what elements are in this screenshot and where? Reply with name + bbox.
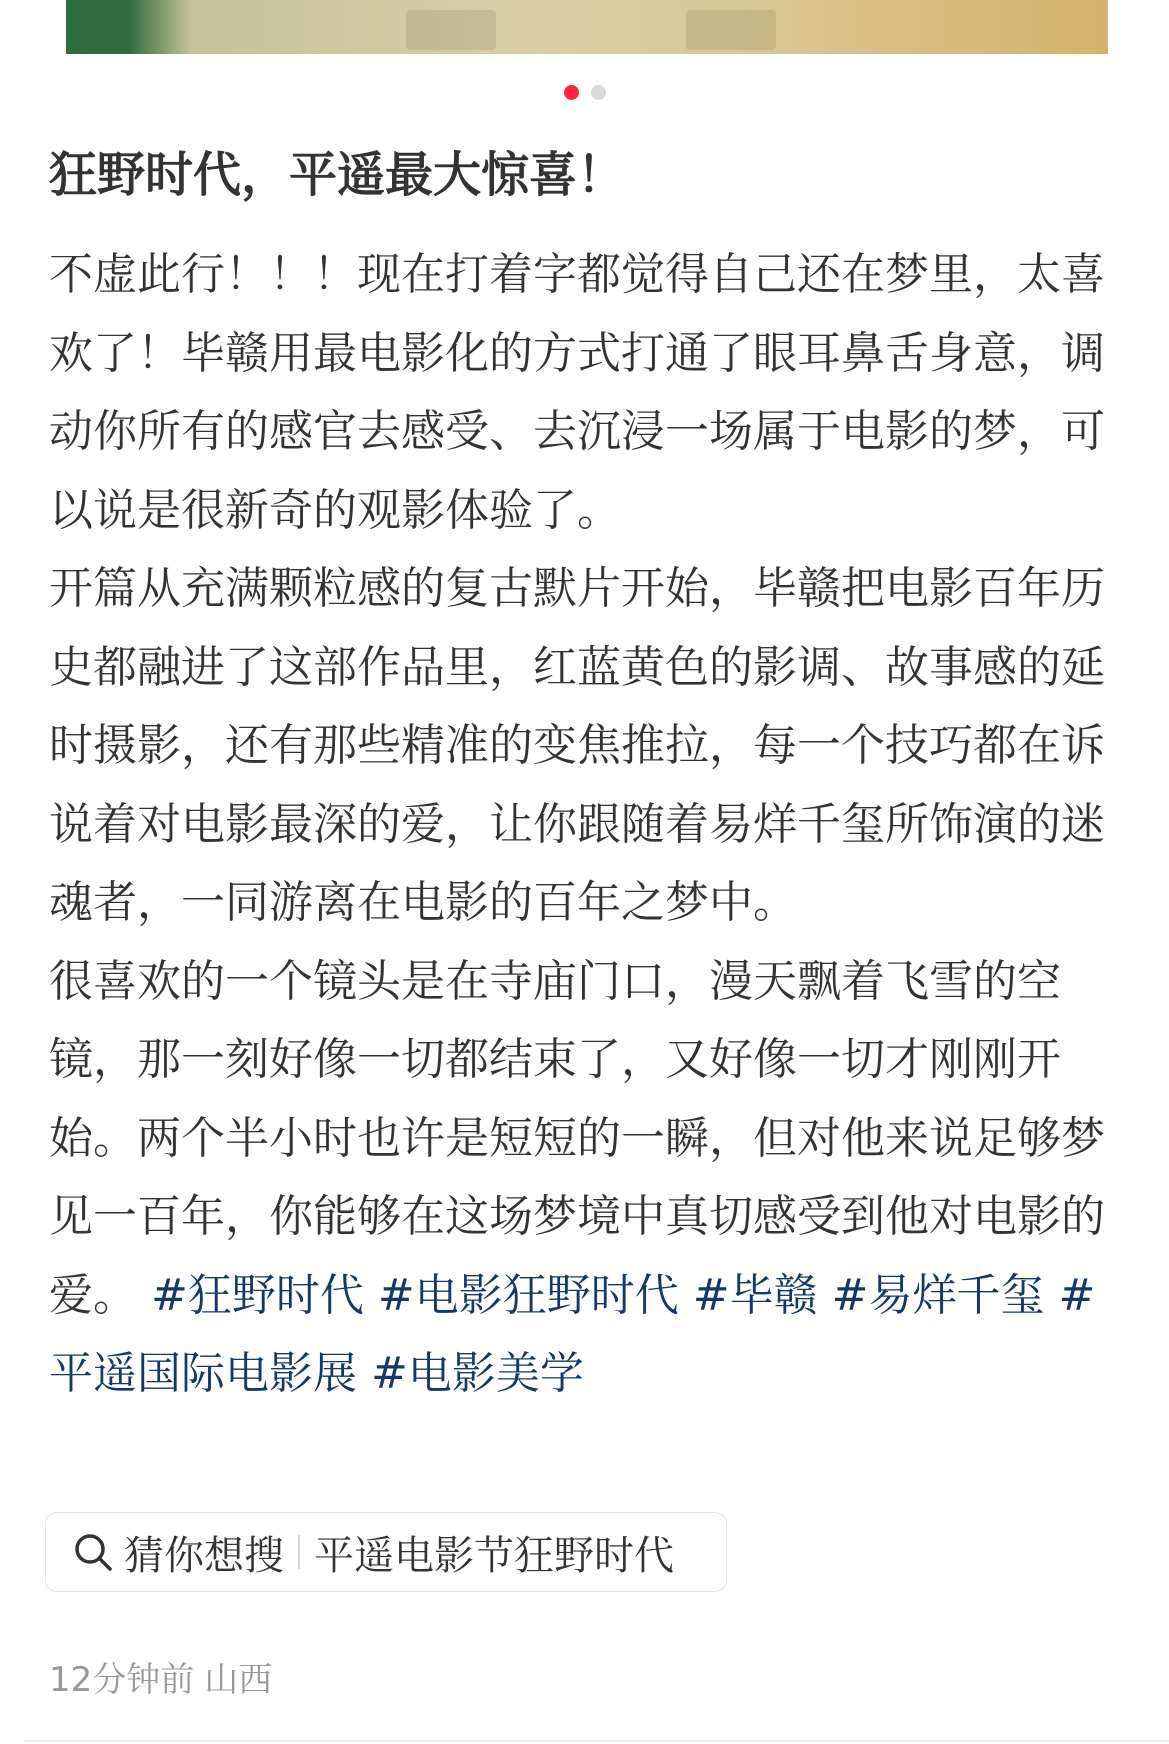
- post-location: 山西: [204, 1660, 273, 1700]
- search-suggestion-label: 猜你想搜: [124, 1532, 284, 1579]
- carousel-dot[interactable]: [591, 85, 606, 100]
- search-icon: [72, 1531, 114, 1573]
- note-body: [49, 236, 1121, 1414]
- body-paragraph: 不虚此行！！！现在打着字都觉得自己还在梦里，太喜欢了！毕赣用最电影化的方式打通了眼耳鼻舌身意，调动你所有的感官去感受、去沉浸一场属于电影的梦，可以说是很新奇的观影体验了。: [49, 249, 1105, 536]
- hashtag-link[interactable]: #平遥国际电影展: [49, 1269, 1096, 1399]
- body-paragraph: [49, 943, 1121, 1414]
- body-paragraph: 开篇从充满颗粒感的复古默片开始，毕赣把电影百年历史都融进了这部作品里，红蓝黄色的影调、故事感的延时摄影，还有那些精准的变焦推拉，每一个技巧都在诉说着对电影最深的爱，让你跟随着易烊千玺所饰演的迷魂者，一同游离在电影的百年之梦中。: [49, 563, 1105, 928]
- divider: [24, 1740, 1169, 1742]
- carousel-dot-active[interactable]: [564, 85, 579, 100]
- carousel-indicator: [0, 85, 1169, 101]
- body-paragraph-text: 很喜欢的一个镜头是在寺庙门口，漫天飘着飞雪的空镜，那一刻好像一切都结束了，又好像一切才刚刚开始。两个半小时也许是短短的一瞬，但对他来说足够梦见一百年，你能够在这场梦境中真切感受到他对电影的爱。: [49, 955, 1105, 1321]
- hashtag-link[interactable]: #电影狂野时代: [377, 1269, 679, 1321]
- post-time: 12分钟前: [49, 1660, 195, 1700]
- chip-divider: [298, 1535, 300, 1569]
- hashtag-link[interactable]: #毕赣: [692, 1269, 818, 1321]
- image-detail: [686, 10, 776, 50]
- search-suggestion-chip[interactable]: [45, 1512, 727, 1592]
- image-detail: [406, 10, 496, 50]
- hashtag-link[interactable]: #易烊千玺: [831, 1269, 1045, 1321]
- hashtag-link[interactable]: #狂野时代: [151, 1269, 364, 1321]
- hashtag-link[interactable]: #电影美学: [371, 1348, 584, 1399]
- note-title: 狂野时代，平遥最大惊喜！: [49, 147, 626, 203]
- post-meta: [49, 1656, 272, 1704]
- carousel-image[interactable]: [66, 0, 1108, 54]
- search-suggestion-query[interactable]: 平遥电影节狂野时代: [314, 1532, 674, 1579]
